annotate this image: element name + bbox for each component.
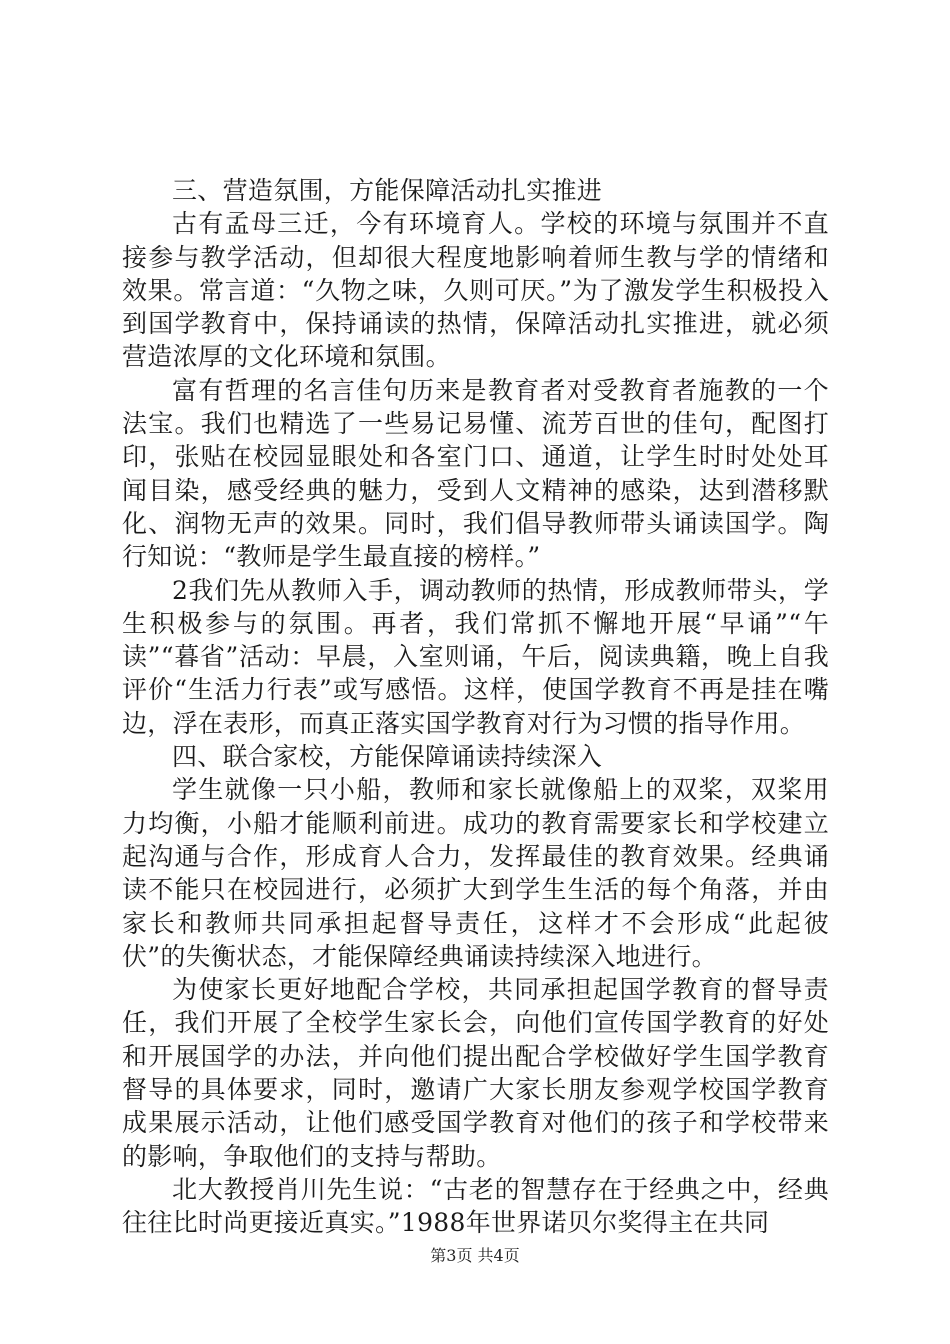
body-paragraph: 古有孟母三迁，今有环境育人。学校的环境与氛围并不直接参与教学活动，但却很大程度地影响着师生教与学的情绪和效果。常言道：“久物之味，久则可厌。”为了激发学生积极投入到国学教育中，保持诵读的热情，保障活动扎实推进，就必须营造浓厚的文化环境和氛围。 — [122, 209, 829, 372]
section-heading-3: 三、营造氛围，方能保障活动扎实推进 — [172, 176, 603, 205]
body-paragraph: 富有哲理的名言佳句历来是教育者对受教育者施教的一个法宝。我们也精选了一些易记易懂、流芳百世的佳句，配图打印，张贴在校园显眼处和各室门口、通道，让学生时时处处耳闻目染，感受经典的魅力，受到人文精神的感染，达到潜移默化、润物无声的效果。同时，我们倡导教师带头诵读国学。陶行知说：“教师是学生最直接的榜样。” — [122, 375, 829, 572]
body-paragraph: 北大教授肖川先生说：“古老的智慧存在于经典之中，经典往往比时尚更接近真实。”1988年世界诺贝尔奖得主在共同 — [122, 1174, 829, 1238]
body-paragraph: 2我们先从教师入手，调动教师的热情，形成教师带头，学生积极参与的氛围。再者，我们常抓不懈地开展“早诵”“午读”“暮省”活动：早晨，入室则诵，午后，阅读典籍，晚上自我评价“生活力行表”或写感悟。这样，使国学教育不再是挂在嘴边，浮在表形，而真正落实国学教育对行为习惯的指导作用。 — [122, 575, 829, 738]
section-heading-4: 四、联合家校，方能保障诵读持续深入 — [172, 742, 603, 772]
page-footer — [0, 1246, 950, 1266]
body-paragraph: 学生就像一只小船，教师和家长就像船上的双桨，双桨用力均衡，小船才能顺利前进。成功的教育需要家长和学校建立起沟通与合作，形成育人合力，发挥最佳的教育效果。经典诵读不能只在校园进行，必须扩大到学生生活的每个角落，并由家长和教师共同承担起督导责任，这样才不会形成“此起彼伏”的失衡状态，才能保障经典诵读持续深入地进行。 — [122, 775, 829, 971]
document-body — [122, 174, 829, 1240]
page-number-label: 第3页 共4页 — [430, 1246, 520, 1265]
body-paragraph: 为使家长更好地配合学校，共同承担起国学教育的督导责任，我们开展了全校学生家长会，向他们宣传国学教育的好处和开展国学的办法，并向他们提出配合学校做好学生国学教育督导的具体要求，同时，邀请广大家长朋友参观学校国学教育成果展示活动，让他们感受国学教育对他们的孩子和学校带来的影响，争取他们的支持与帮助。 — [122, 975, 829, 1171]
